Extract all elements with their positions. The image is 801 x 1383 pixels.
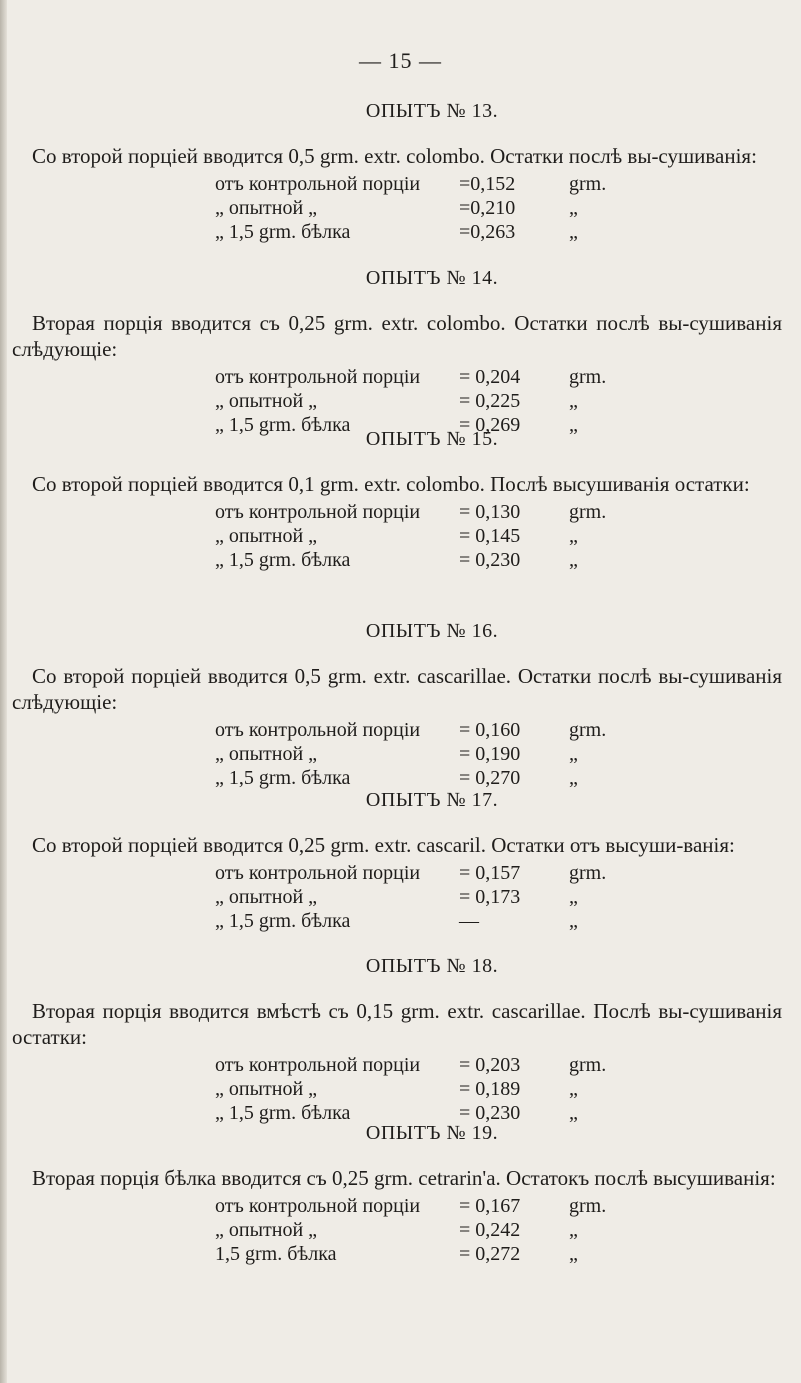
result-label: отъ контрольной порціи [215, 1195, 421, 1217]
result-unit: „ [569, 221, 578, 243]
result-label: отъ контрольной порціи [215, 501, 421, 523]
results-list [215, 861, 792, 933]
result-value: = 0,160 [459, 719, 521, 741]
result-label: отъ контрольной порціи [215, 1054, 421, 1076]
result-unit: „ [569, 910, 578, 932]
result-label: отъ контрольной порціи [215, 173, 421, 195]
result-row [215, 172, 792, 196]
result-value: = 0,272 [459, 1243, 521, 1265]
result-label: „ опытной „ [215, 743, 318, 765]
result-label: отъ контрольной порціи [215, 719, 421, 741]
result-unit: „ [569, 390, 578, 412]
result-row [215, 885, 792, 909]
result-value: =0,210 [459, 197, 516, 219]
experiment-section [12, 267, 792, 437]
experiment-description: Со второй порціей вводится 0,5 grm. extr. cascarillae. Остатки послѣ вы-сушиванія слѣдующіе: [12, 664, 782, 714]
result-unit: „ [569, 414, 578, 436]
result-unit: „ [569, 1078, 578, 1100]
experiment-description: Со второй порціей вводится 0,1 grm. extr. colombo. Послѣ высушиванія остатки: [32, 472, 750, 496]
experiment-title: ОПЫТЪ № 19. [365, 1122, 499, 1144]
result-unit: „ [569, 1219, 578, 1241]
result-unit: grm. [569, 719, 607, 741]
result-value: = 0,145 [459, 525, 521, 547]
result-label: „ 1,5 grm. бѣлка [215, 221, 351, 243]
result-unit: „ [569, 549, 578, 571]
result-label: „ опытной „ [215, 525, 318, 547]
experiment-description: Вторая порція бѣлка вводится съ 0,25 grm. cetrarin'a. Остатокъ послѣ высушиванія: [32, 1166, 776, 1190]
results-list [215, 1194, 792, 1266]
result-value: = 0,167 [459, 1195, 521, 1217]
result-unit: grm. [569, 862, 607, 884]
result-label: 1,5 grm. бѣлка [215, 1243, 337, 1265]
result-unit: „ [569, 1102, 578, 1124]
result-value: = 0,230 [459, 1102, 521, 1124]
result-row [215, 909, 792, 933]
result-unit: grm. [569, 173, 607, 195]
result-unit: „ [569, 1243, 578, 1265]
result-row [215, 524, 792, 548]
result-value: = 0,189 [459, 1078, 521, 1100]
experiment-description: Вторая порція вводится вмѣстѣ съ 0,15 grm. extr. cascarillae. Послѣ вы-сушиванія остатки: [12, 999, 782, 1049]
result-unit: „ [569, 525, 578, 547]
results-list [215, 718, 792, 790]
result-unit: „ [569, 886, 578, 908]
result-row [215, 742, 792, 766]
result-value: = 0,130 [459, 501, 521, 523]
result-value: = 0,230 [459, 549, 521, 571]
result-label: „ опытной „ [215, 886, 318, 908]
result-row [215, 389, 792, 413]
result-value: = 0,203 [459, 1054, 521, 1076]
experiment-description: Со второй порціей вводится 0,25 grm. extr. cascaril. Остатки отъ высуши-ванія: [32, 833, 735, 857]
result-unit: grm. [569, 1195, 607, 1217]
result-row [215, 548, 792, 572]
experiment-title: ОПЫТЪ № 17. [365, 789, 499, 811]
page-number: — 15 — [359, 48, 442, 73]
result-row [215, 196, 792, 220]
experiment-title: ОПЫТЪ № 15. [365, 428, 499, 450]
result-row [215, 1077, 792, 1101]
experiment-section [12, 620, 792, 790]
result-row [215, 500, 792, 524]
result-unit: grm. [569, 366, 607, 388]
result-unit: „ [569, 767, 578, 789]
result-label: „ опытной „ [215, 1078, 318, 1100]
result-row [215, 1194, 792, 1218]
result-label: „ 1,5 grm. бѣлка [215, 414, 351, 436]
result-label: „ опытной „ [215, 197, 318, 219]
experiment-title: ОПЫТЪ № 16. [365, 620, 499, 642]
result-value: = 0,157 [459, 862, 521, 884]
result-row [215, 861, 792, 885]
result-value: = 0,270 [459, 767, 521, 789]
results-list [215, 172, 792, 244]
result-label: отъ контрольной порціи [215, 366, 421, 388]
result-row [215, 1218, 792, 1242]
experiment-title: ОПЫТЪ № 14. [365, 267, 499, 289]
result-value: = 0,173 [459, 886, 521, 908]
experiment-section [12, 428, 792, 572]
result-value: = 0,225 [459, 390, 521, 412]
result-value: = 0,190 [459, 743, 521, 765]
result-label: „ опытной „ [215, 1219, 318, 1241]
result-row [215, 718, 792, 742]
result-label: „ 1,5 grm. бѣлка [215, 1102, 351, 1124]
result-label: отъ контрольной порціи [215, 862, 421, 884]
experiment-description: Вторая порція вводится съ 0,25 grm. extr. colombo. Остатки послѣ вы-сушиванія слѣдующіе: [12, 311, 782, 361]
result-label: „ 1,5 grm. бѣлка [215, 549, 351, 571]
result-unit: grm. [569, 1054, 607, 1076]
experiment-description: Со второй порціей вводится 0,5 grm. extr. colombo. Остатки послѣ вы-сушиванія: [32, 144, 757, 168]
experiment-section [12, 100, 792, 244]
result-row [215, 1053, 792, 1077]
results-list [215, 365, 792, 437]
result-row [215, 365, 792, 389]
result-unit: „ [569, 743, 578, 765]
experiment-title: ОПЫТЪ № 13. [365, 100, 499, 122]
result-label: „ 1,5 grm. бѣлка [215, 767, 351, 789]
results-list [215, 500, 792, 572]
result-unit: „ [569, 197, 578, 219]
experiment-section [12, 1122, 792, 1266]
result-label: „ опытной „ [215, 390, 318, 412]
result-value: = 0,242 [459, 1219, 521, 1241]
experiment-section [12, 789, 792, 933]
result-value: = 0,204 [459, 366, 521, 388]
result-unit: grm. [569, 501, 607, 523]
result-value: =0,152 [459, 173, 516, 195]
result-value: = 0,269 [459, 414, 521, 436]
page-edge-shadow [0, 0, 7, 1383]
result-row [215, 766, 792, 790]
experiment-title: ОПЫТЪ № 18. [365, 955, 499, 977]
result-row [215, 1242, 792, 1266]
result-value: =0,263 [459, 221, 516, 243]
result-value: — [459, 910, 479, 932]
results-list [215, 1053, 792, 1125]
experiment-section [12, 955, 792, 1125]
result-label: „ 1,5 grm. бѣлка [215, 910, 351, 932]
result-row [215, 220, 792, 244]
